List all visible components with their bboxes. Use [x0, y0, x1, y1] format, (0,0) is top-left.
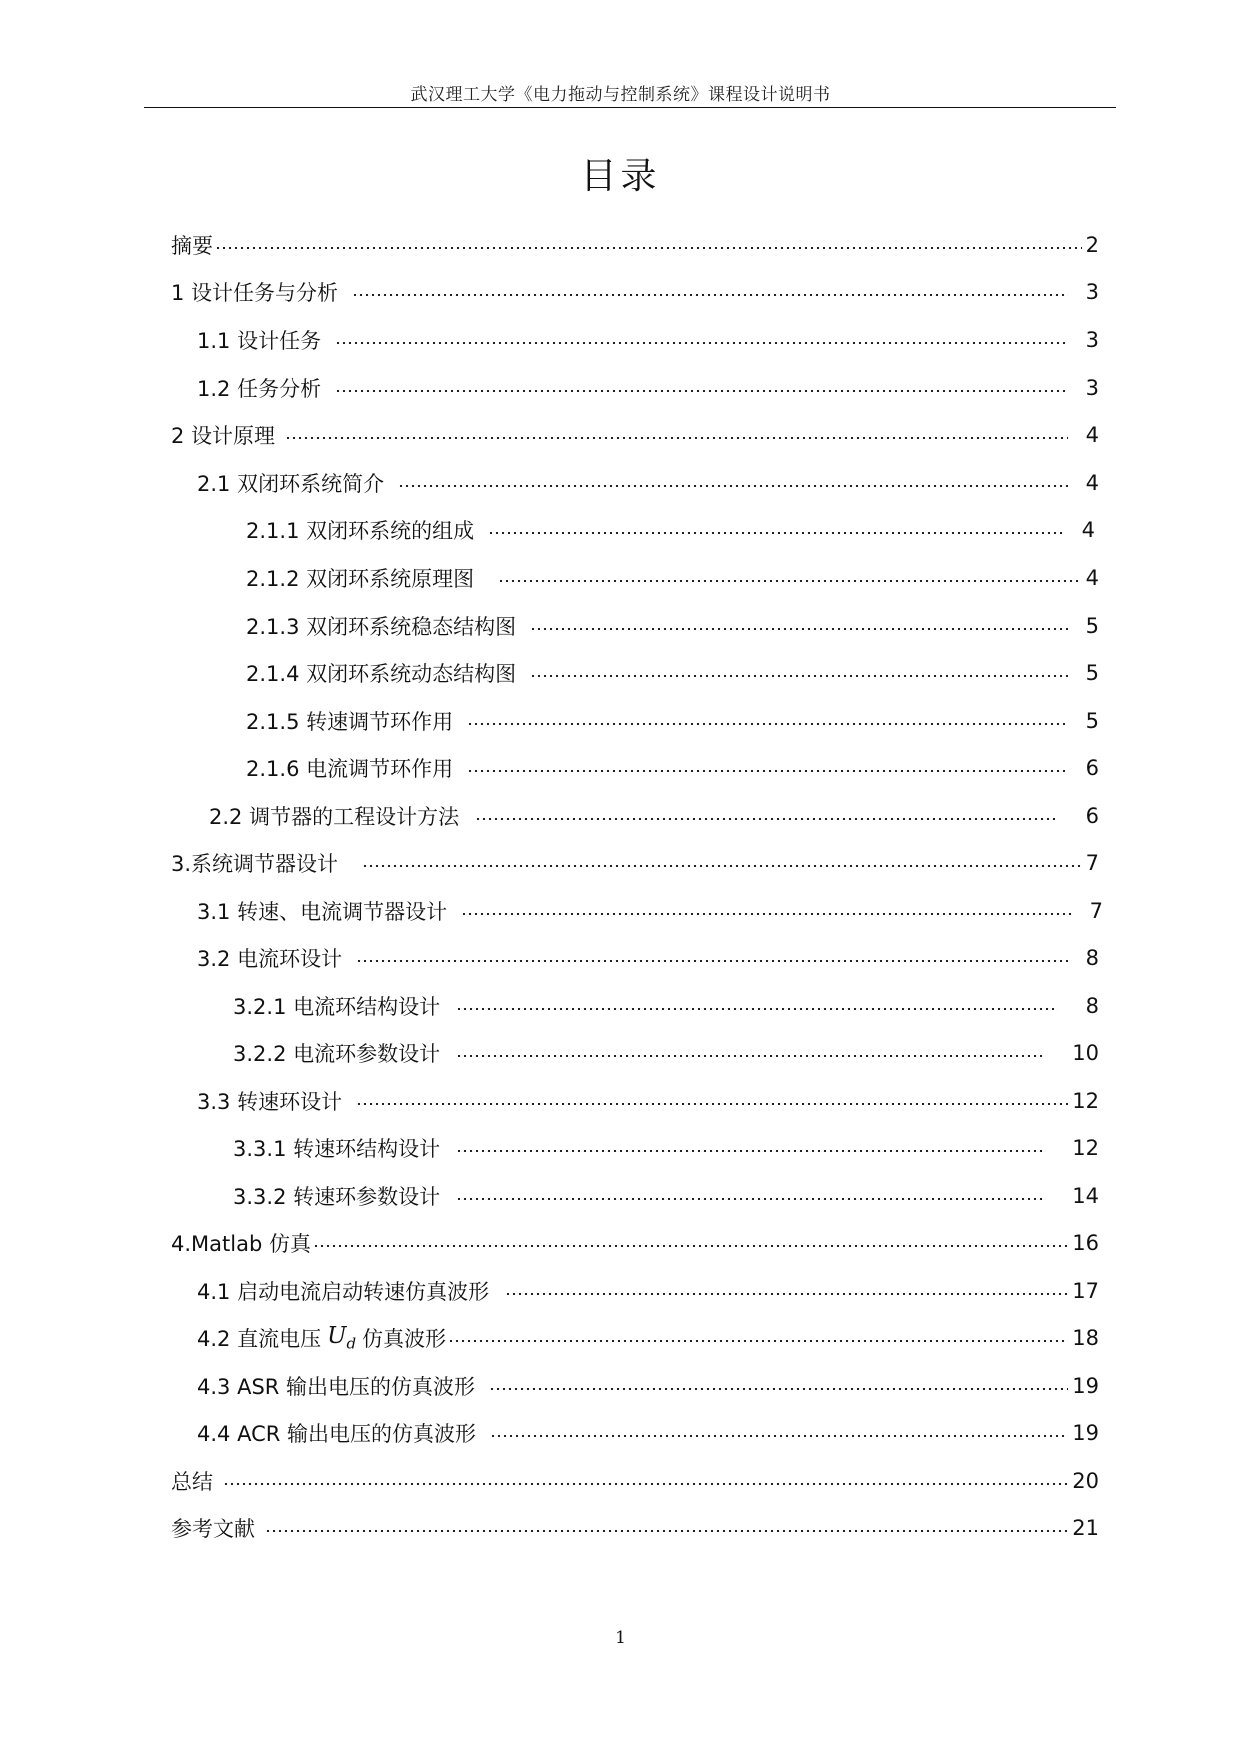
- toc-entry[interactable]: [246, 563, 1099, 593]
- toc-entry-label: 3.2.2 电流环参数设计: [233, 1042, 441, 1066]
- toc-entry-page: 14: [1072, 1184, 1099, 1208]
- toc-entry-label: 1.2 任务分析: [197, 377, 322, 401]
- dot-leader: [456, 1008, 1058, 1010]
- toc-entry-page: 4: [1085, 566, 1099, 590]
- toc-entry[interactable]: [171, 420, 1099, 450]
- toc-entry[interactable]: [246, 515, 1095, 545]
- toc-entry[interactable]: [197, 1276, 1099, 1306]
- dot-leader: [505, 1293, 1068, 1295]
- toc-entry-label: 1 设计任务与分析: [171, 281, 339, 305]
- toc-entry[interactable]: [197, 1086, 1099, 1116]
- toc-entry-page: 16: [1072, 1231, 1099, 1255]
- dot-leader: [489, 1388, 1068, 1390]
- dot-leader: [530, 675, 1068, 677]
- toc-entry-label: 1.1 设计任务: [197, 329, 322, 353]
- toc-entry-label: 参考文献: [171, 1517, 255, 1541]
- page-number: 1: [615, 1628, 626, 1648]
- toc-entry-label: 3.3.1 转速环结构设计: [233, 1137, 441, 1161]
- dot-leader: [530, 628, 1068, 630]
- toc-entry-label: 2.1.5 转速调节环作用: [246, 710, 454, 734]
- dot-leader: [456, 1055, 1046, 1057]
- toc-entry[interactable]: [246, 706, 1099, 736]
- toc-entry-label: 3.1 转速、电流调节器设计: [197, 900, 448, 924]
- dot-leader: [335, 342, 1068, 344]
- toc-entry-label: 2.1.4 双闭环系统动态结构图: [246, 662, 517, 686]
- toc-entry-label: 4.2 直流电压: [197, 1327, 322, 1351]
- toc-entry-page: 2: [1085, 233, 1099, 257]
- toc-entry-page: 12: [1072, 1089, 1099, 1113]
- toc-entry-label: 3.3.2 转速环参数设计: [233, 1185, 441, 1209]
- dot-leader: [456, 1150, 1046, 1152]
- toc-entry-label: 4.4 ACR 输出电压的仿真波形: [197, 1422, 476, 1446]
- dot-leader: [461, 913, 1072, 915]
- toc-entry[interactable]: [233, 1181, 1099, 1211]
- toc-entry-page: 8: [1085, 994, 1099, 1018]
- toc-entry-page: 19: [1072, 1374, 1099, 1398]
- toc-entry-page: 5: [1085, 709, 1099, 733]
- toc-entry-page: 6: [1085, 804, 1099, 828]
- voltage-symbol: $U_d$: [327, 1323, 357, 1353]
- toc-entry[interactable]: [171, 1228, 1099, 1258]
- toc-entry[interactable]: [197, 1418, 1099, 1448]
- toc-entry[interactable]: [197, 373, 1099, 403]
- toc-entry[interactable]: [197, 1371, 1099, 1401]
- toc-entry[interactable]: [209, 801, 1099, 831]
- toc-entry-label: 2.1.1 双闭环系统的组成: [246, 519, 475, 543]
- toc-entry-page: 7: [1085, 851, 1099, 875]
- toc-entry[interactable]: [171, 230, 1099, 260]
- toc-entry[interactable]: [171, 277, 1099, 307]
- toc-entry-page: 18: [1072, 1326, 1099, 1350]
- dot-leader: [223, 1483, 1068, 1485]
- toc-entry-page: 6: [1085, 756, 1099, 780]
- toc-entry-page: 7: [1089, 899, 1103, 923]
- toc-entry-label: 4.1 启动电流启动转速仿真波形: [197, 1280, 490, 1304]
- toc-entry-label: 2.1.3 双闭环系统稳态结构图: [246, 615, 517, 639]
- page-header: 武汉理工大学《电力拖动与控制系统》课程设计说明书: [410, 85, 831, 105]
- dot-leader: [356, 960, 1068, 962]
- toc-entry-page: 3: [1085, 376, 1099, 400]
- dot-leader: [352, 294, 1068, 296]
- toc-entry[interactable]: [197, 468, 1099, 498]
- toc-entry-page: 17: [1072, 1279, 1099, 1303]
- toc-entry[interactable]: [171, 1513, 1099, 1543]
- dot-leader: [448, 1340, 1068, 1342]
- toc-entry[interactable]: [233, 991, 1099, 1021]
- toc-entry-label-suffix: 仿真波形: [362, 1327, 447, 1351]
- dot-leader: [488, 532, 1064, 534]
- toc-entry-page: 19: [1072, 1421, 1099, 1445]
- toc-entry-page: 10: [1072, 1041, 1099, 1065]
- dot-leader: [398, 485, 1068, 487]
- toc-entry-page: 3: [1085, 328, 1099, 352]
- toc-entry[interactable]: [246, 753, 1099, 783]
- toc-entry-page: 5: [1085, 614, 1099, 638]
- toc-entry-label: 3.3 转速环设计: [197, 1090, 343, 1114]
- dot-leader: [467, 770, 1068, 772]
- toc-entry-label: 2.1.2 双闭环系统原理图: [246, 567, 475, 591]
- toc-entry[interactable]: [233, 1038, 1099, 1068]
- toc-entry-page: 12: [1072, 1136, 1099, 1160]
- dot-leader: [313, 1245, 1068, 1247]
- toc-entry-page: 4: [1081, 518, 1095, 542]
- dot-leader: [285, 437, 1068, 439]
- toc-entry-page: 4: [1085, 423, 1099, 447]
- toc-entry-page: 5: [1085, 661, 1099, 685]
- dot-leader: [265, 1530, 1068, 1532]
- dot-leader: [467, 723, 1068, 725]
- toc-entry[interactable]: [197, 1323, 1099, 1353]
- dot-leader: [456, 1198, 1046, 1200]
- toc-entry-label: 2.1 双闭环系统简介: [197, 472, 385, 496]
- toc-entry-label: 3.2.1 电流环结构设计: [233, 995, 441, 1019]
- toc-entry-page: 21: [1072, 1516, 1099, 1540]
- dot-leader: [490, 1435, 1068, 1437]
- dot-leader: [215, 247, 1082, 249]
- toc-entry[interactable]: [197, 943, 1099, 973]
- toc-entry-label: 2.2 调节器的工程设计方法: [209, 805, 460, 829]
- toc-entry[interactable]: [246, 611, 1099, 641]
- toc-entry-label: 2.1.6 电流调节环作用: [246, 757, 454, 781]
- dot-leader: [335, 390, 1068, 392]
- toc-entry-label: 4.Matlab 仿真: [171, 1232, 311, 1256]
- toc-entry[interactable]: [171, 1466, 1099, 1496]
- toc-entry-page: 20: [1072, 1469, 1099, 1493]
- dot-leader: [475, 818, 1058, 820]
- toc-entry-page: 4: [1085, 471, 1099, 495]
- toc-entry-label: 3.2 电流环设计: [197, 947, 343, 971]
- toc-entry[interactable]: [197, 325, 1099, 355]
- toc-entry-label: 摘要: [171, 234, 213, 258]
- toc-entry-label: 4.3 ASR 输出电压的仿真波形: [197, 1375, 476, 1399]
- toc-entry-page: 8: [1085, 946, 1099, 970]
- toc-entry-label: 2 设计原理: [171, 424, 276, 448]
- dot-leader: [362, 865, 1082, 867]
- toc-entry[interactable]: [171, 848, 1099, 878]
- toc-entry[interactable]: [246, 658, 1099, 688]
- toc-entry[interactable]: [197, 896, 1103, 926]
- dot-leader: [498, 580, 1082, 582]
- toc-entry[interactable]: [233, 1133, 1099, 1163]
- toc-entry-label: 总结: [171, 1470, 213, 1494]
- toc-entry-page: 3: [1085, 280, 1099, 304]
- toc-entry-label: 3.系统调节器设计: [171, 852, 339, 876]
- toc-title: 目录: [580, 156, 661, 197]
- dot-leader: [356, 1103, 1068, 1105]
